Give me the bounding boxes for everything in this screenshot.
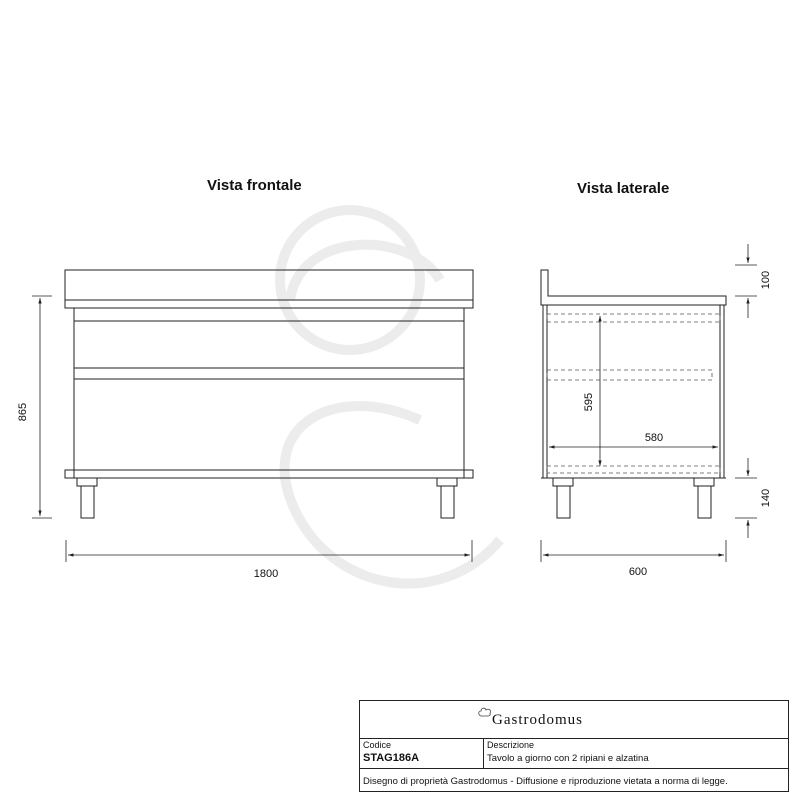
side-right-post [720,305,724,478]
front-right-foot-pad [441,486,454,518]
dim-side-upstand: 100 [760,270,772,290]
dim-front-width: 1800 [253,568,279,580]
description-cell [484,739,788,768]
dim-side-depth: 600 [628,566,648,578]
title-block-brand-row [360,701,788,739]
code-label: Codice [363,740,392,750]
front-left-foot [77,478,97,486]
front-view-title: Vista frontale [207,177,302,194]
front-upstand [65,270,473,300]
front-right-foot [437,478,457,486]
side-upstand-profile [541,270,726,305]
copyright-footer: Disegno di proprietà Gastrodomus - Diffusione e riproduzione vietata a norma di legge. [363,776,728,787]
side-right-foot-pad [698,486,711,518]
dim-side-inner-depth: 580 [644,432,664,444]
side-hidden-shelves [547,314,720,473]
watermark-logo [280,210,500,584]
chef-hat-icon [478,707,492,717]
front-dimension-lines [32,296,472,562]
description-value: Tavolo a giorno con 2 ripiani e alzatina [487,753,649,764]
dim-side-leg-height: 140 [760,488,772,508]
front-middle-shelf [74,368,464,379]
brand-name: Gastrodomus [492,712,583,728]
side-left-foot-pad [557,486,570,518]
dim-side-shelf-gap: 595 [583,392,595,412]
side-left-foot [553,478,573,486]
front-bottom-shelf [65,470,473,478]
front-left-foot-pad [81,486,94,518]
title-block [359,700,789,792]
title-block-code-row [360,739,788,769]
side-view-title: Vista laterale [577,180,670,197]
side-dimension-lines [541,244,757,562]
side-view [541,270,726,518]
description-label: Descrizione [487,740,535,750]
side-left-post [543,305,547,478]
dim-front-height: 865 [17,402,29,422]
side-right-foot [694,478,714,486]
code-cell [360,739,484,768]
code-value: STAG186A [363,752,420,764]
